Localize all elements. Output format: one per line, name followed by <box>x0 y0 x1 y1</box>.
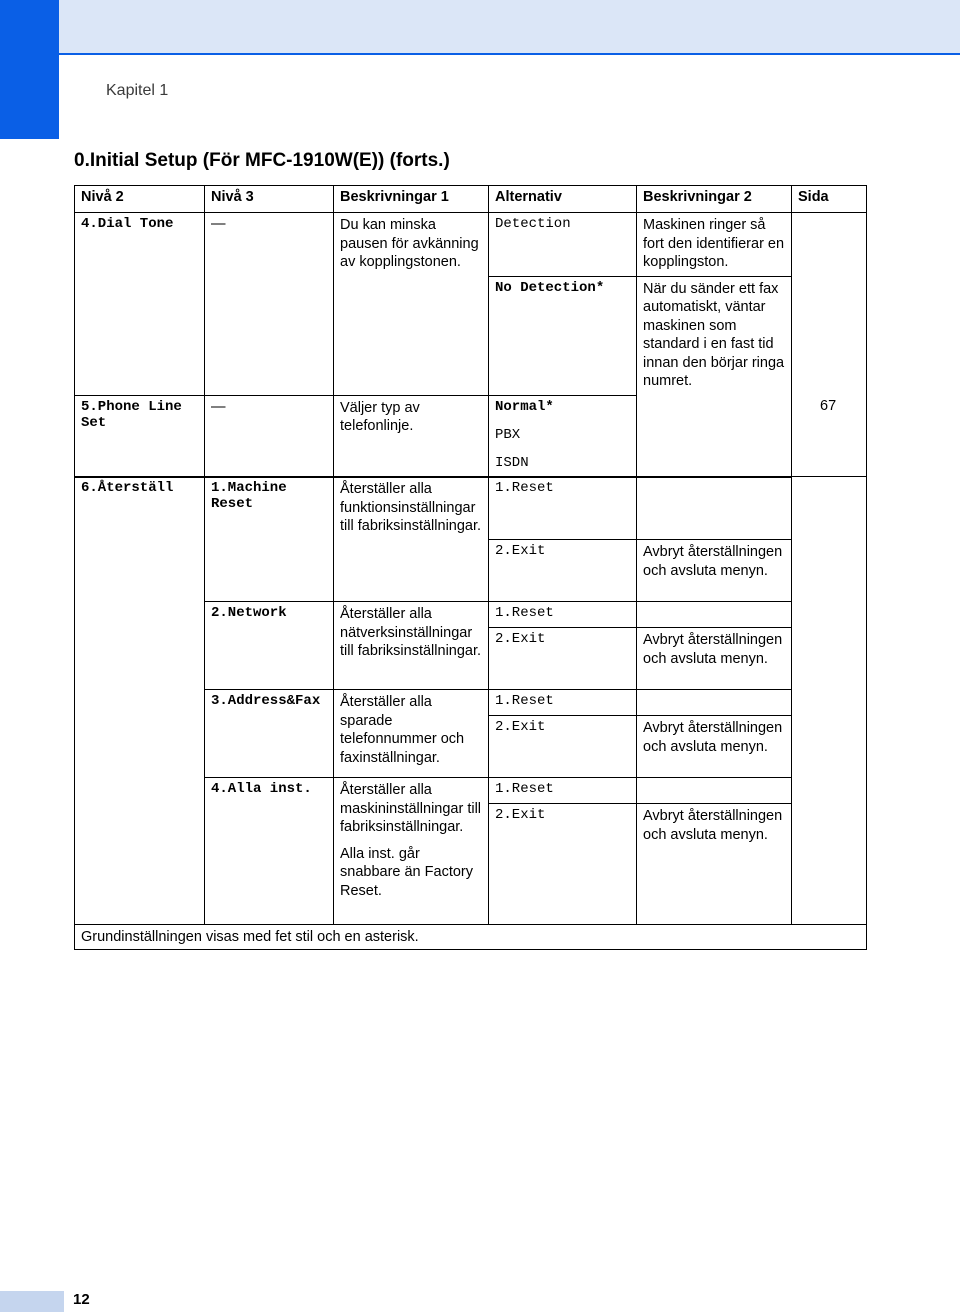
col-header-level2: Nivå 2 <box>75 186 205 213</box>
table-row <box>75 213 867 277</box>
all-opt2: 2.Exit <box>489 804 637 925</box>
settings-table <box>74 185 867 478</box>
page-number-bar <box>0 1291 64 1312</box>
network-desc2: Avbryt återställningen och avsluta menyn. <box>637 628 792 690</box>
address-desc2-empty <box>637 690 792 716</box>
page-number: 12 <box>73 1291 90 1308</box>
machine-reset-desc2: Avbryt återställningen och avsluta menyn. <box>637 540 792 602</box>
footnote-row <box>75 925 867 950</box>
phone-line-desc2 <box>637 395 792 477</box>
address-opt2: 2.Exit <box>489 716 637 778</box>
footnote: Grundinställningen visas med fet stil och en asterisk. <box>75 925 867 950</box>
reset-table <box>74 476 867 950</box>
chapter-label: Kapitel 1 <box>106 82 169 99</box>
phone-line-opt3: ISDN <box>495 454 529 471</box>
network-desc2-empty <box>637 602 792 628</box>
col-header-desc2: Beskrivningar 2 <box>637 186 792 213</box>
machine-reset-desc2-empty <box>637 477 792 540</box>
col-header-page: Sida <box>792 186 867 213</box>
address-level3: 3.Address&Fax <box>205 690 334 778</box>
all-level3: 4.Alla inst. <box>205 778 334 925</box>
all-desc2-empty <box>637 778 792 804</box>
page-ref-67: 67 <box>820 398 837 414</box>
table-header-row <box>75 186 867 213</box>
dial-tone-opt1: Detection <box>489 213 637 277</box>
col-header-options: Alternativ <box>489 186 637 213</box>
machine-reset-level3: 1.Machine Reset <box>205 477 334 602</box>
machine-reset-opt2: 2.Exit <box>489 540 637 602</box>
address-desc2: Avbryt återställningen och avsluta menyn. <box>637 716 792 778</box>
network-level3: 2.Network <box>205 602 334 690</box>
reset-level2: 6.Återställ <box>75 477 205 925</box>
reset-page-cell <box>792 477 867 925</box>
header-band <box>59 0 960 53</box>
dial-tone-level2: 4.Dial Tone <box>75 213 205 396</box>
chapter-tab-marker <box>0 0 59 139</box>
dial-tone-level3: — <box>205 213 334 396</box>
dial-tone-opt2: No Detection* <box>489 276 637 395</box>
all-opt1: 1.Reset <box>489 778 637 804</box>
address-desc1: Återställer alla sparade telefonnummer och faxinställningar. <box>334 690 489 778</box>
network-desc1: Återställer alla nätverksinställningar till fabriksinställningar. <box>334 602 489 690</box>
all-desc2: Avbryt återställningen och avsluta menyn. <box>637 804 792 925</box>
machine-reset-opt1: 1.Reset <box>489 477 637 540</box>
address-opt1: 1.Reset <box>489 690 637 716</box>
network-opt1: 1.Reset <box>489 602 637 628</box>
all-desc1: Återställer alla maskininställningar till fabriksinställningar. <box>340 782 482 835</box>
table-row <box>75 477 867 540</box>
phone-line-opt1: Normal* <box>495 398 554 415</box>
table-row <box>75 395 867 477</box>
header-rule <box>59 53 960 55</box>
page-title: 0.Initial Setup (För MFC-1910W(E)) (forts.) <box>74 150 450 171</box>
col-header-desc1: Beskrivningar 1 <box>334 186 489 213</box>
dial-tone-desc2-1: Maskinen ringer så fort den identifierar en kopplingston. <box>637 213 792 277</box>
machine-reset-desc1: Återställer alla funktionsinställningar till fabriksinställningar. <box>334 477 489 602</box>
all-desc1-cell <box>334 778 489 925</box>
page-cell <box>792 213 867 478</box>
phone-line-level3: — <box>205 395 334 477</box>
network-opt2: 2.Exit <box>489 628 637 690</box>
all-desc1b: Alla inst. går snabbare än Factory Reset. <box>340 845 473 899</box>
dial-tone-desc2-2: När du sänder ett fax automatiskt, väntar maskinen som standard i en fast tid innan den börjar ringa numret. <box>637 276 792 395</box>
phone-line-opt2: PBX <box>495 426 521 443</box>
phone-line-options <box>489 395 637 477</box>
phone-line-level2: 5.Phone Line Set <box>75 395 205 477</box>
dial-tone-desc1: Du kan minska pausen för avkänning av kopplingstonen. <box>334 213 489 396</box>
col-header-level3: Nivå 3 <box>205 186 334 213</box>
phone-line-desc1: Väljer typ av telefonlinje. <box>334 395 489 477</box>
